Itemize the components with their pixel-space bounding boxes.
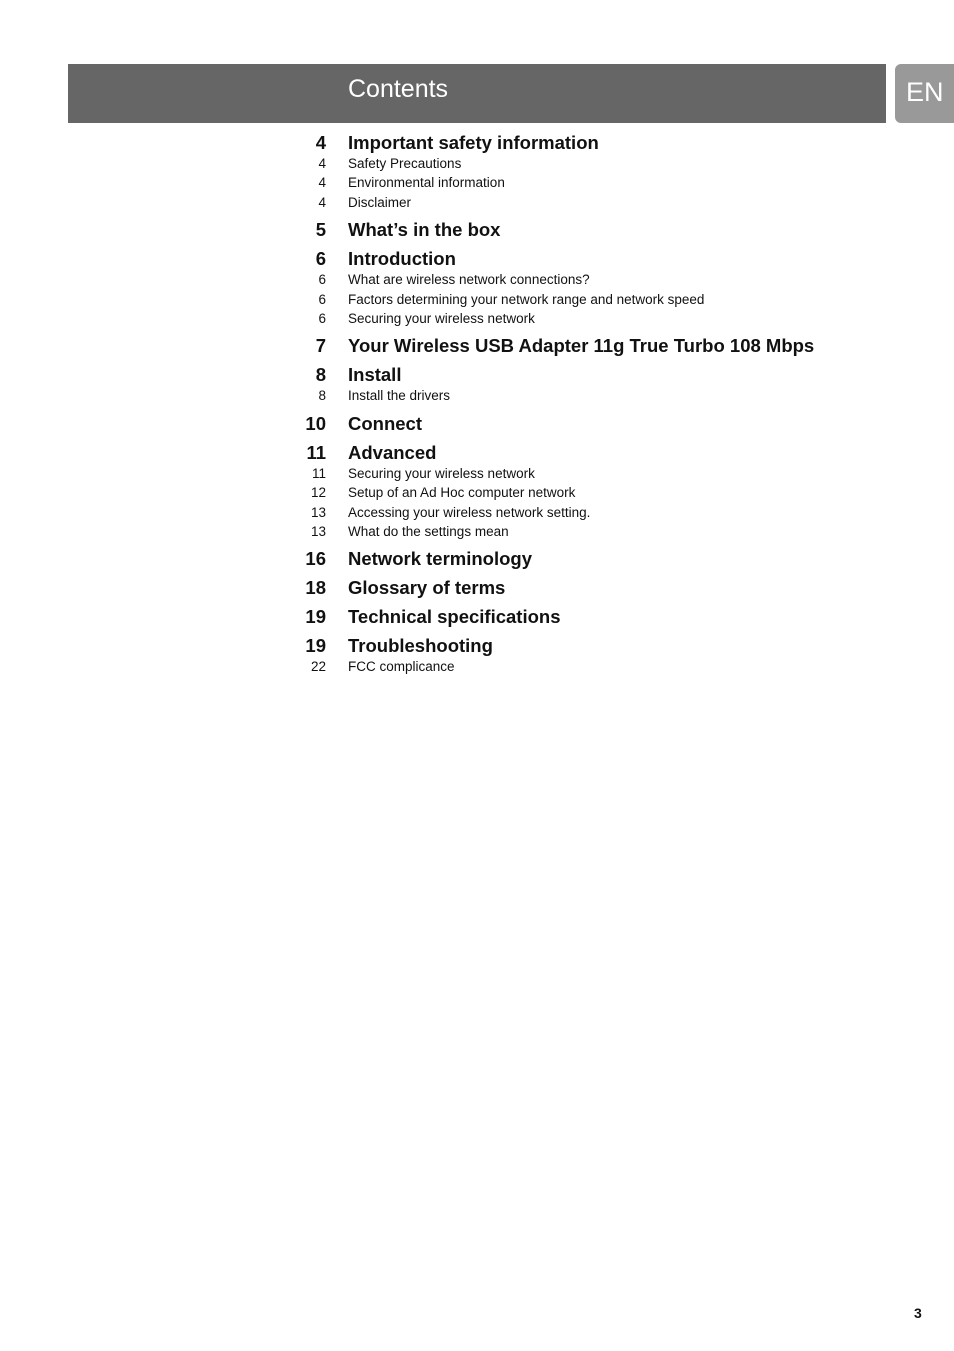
toc-subentry-page: 6 bbox=[318, 272, 326, 288]
toc-subentry-page: 8 bbox=[318, 388, 326, 404]
toc-subentry[interactable] bbox=[290, 174, 880, 193]
toc-entry-title: Advanced bbox=[348, 441, 437, 463]
toc-subentry[interactable] bbox=[290, 465, 880, 484]
toc-subentry-title: Setup of an Ad Hoc computer network bbox=[348, 485, 576, 501]
toc-section bbox=[290, 577, 880, 600]
toc-subentry[interactable] bbox=[290, 484, 880, 503]
language-label: EN bbox=[906, 77, 944, 107]
toc-subentry-title: Environmental information bbox=[348, 175, 505, 191]
toc-subentry-title: Securing your wireless network bbox=[348, 465, 535, 481]
toc-subentry[interactable] bbox=[290, 271, 880, 290]
toc-subentry-title: Factors determining your network range and network speed bbox=[348, 291, 705, 307]
toc-subentry-title: Install the drivers bbox=[348, 388, 451, 404]
toc-entry-title: Troubleshooting bbox=[348, 635, 493, 657]
toc-entry-page: 6 bbox=[315, 248, 326, 270]
toc-subentry-title: FCC complicance bbox=[348, 659, 455, 675]
toc-entry-title: Network terminology bbox=[348, 548, 532, 570]
toc-entry-page: 10 bbox=[305, 412, 326, 434]
toc-section bbox=[290, 635, 880, 677]
toc-section bbox=[290, 248, 880, 329]
toc-subentry-page: 4 bbox=[318, 156, 326, 171]
toc-entry[interactable] bbox=[290, 364, 880, 387]
toc-entry-title: Install bbox=[348, 364, 402, 386]
toc-entry[interactable] bbox=[290, 606, 880, 629]
toc-subentry-title: What do the settings mean bbox=[348, 523, 509, 539]
toc-entry-page: 4 bbox=[315, 132, 326, 153]
toc-entry-title: Introduction bbox=[348, 248, 456, 270]
toc-subentry-page: 22 bbox=[310, 659, 326, 675]
toc-section bbox=[290, 335, 880, 358]
toc-entry-page: 7 bbox=[315, 335, 326, 357]
toc-subentry[interactable] bbox=[290, 155, 880, 174]
toc-subentry-title: Safety Precautions bbox=[348, 156, 462, 171]
toc-subentry-page: 4 bbox=[318, 194, 326, 210]
toc-subentry[interactable] bbox=[290, 387, 880, 406]
language-tab bbox=[895, 64, 954, 123]
toc-entry-page: 11 bbox=[306, 441, 326, 463]
toc-entry[interactable] bbox=[290, 335, 880, 358]
toc-entry[interactable] bbox=[290, 248, 880, 271]
toc-subentry[interactable] bbox=[290, 194, 880, 213]
toc-section bbox=[290, 413, 880, 436]
toc-entry[interactable] bbox=[290, 132, 880, 155]
toc-subentry-page: 12 bbox=[310, 485, 326, 501]
toc-entry-page: 16 bbox=[305, 548, 326, 570]
toc-section bbox=[290, 442, 880, 543]
toc-subentry[interactable] bbox=[290, 291, 880, 310]
toc-subentry-page: 13 bbox=[310, 523, 326, 539]
toc-entry-title: What’s in the box bbox=[348, 219, 501, 241]
toc-subentry-title: Accessing your wireless network setting. bbox=[348, 504, 591, 520]
toc-subentry[interactable] bbox=[290, 310, 880, 329]
toc-entry-page: 5 bbox=[315, 219, 326, 241]
toc-section bbox=[290, 606, 880, 629]
toc-entry[interactable] bbox=[290, 577, 880, 600]
toc-entry[interactable] bbox=[290, 413, 880, 436]
toc-entry[interactable] bbox=[290, 219, 880, 242]
toc-subentry[interactable] bbox=[290, 504, 880, 523]
page-number: 3 bbox=[914, 1305, 922, 1321]
toc-subentry-page: 11 bbox=[311, 465, 326, 481]
toc-section bbox=[290, 548, 880, 571]
page-title: Contents bbox=[348, 75, 449, 103]
table-of-contents bbox=[290, 132, 880, 684]
toc-entry[interactable] bbox=[290, 442, 880, 465]
toc-subentry-page: 13 bbox=[310, 504, 326, 520]
toc-entry[interactable] bbox=[290, 635, 880, 658]
toc-section bbox=[290, 132, 880, 213]
toc-subentry[interactable] bbox=[290, 658, 880, 677]
toc-section bbox=[290, 364, 880, 406]
toc-subentry-page: 6 bbox=[318, 291, 326, 307]
toc-entry[interactable] bbox=[290, 548, 880, 571]
toc-entry-title: Glossary of terms bbox=[348, 577, 506, 599]
toc-section bbox=[290, 219, 880, 242]
toc-subentry-title: Securing your wireless network bbox=[348, 310, 535, 326]
toc-entry-page: 19 bbox=[305, 606, 326, 628]
toc-subentry-page: 6 bbox=[318, 310, 326, 326]
toc-subentry-page: 4 bbox=[318, 175, 326, 191]
toc-entry-title: Connect bbox=[348, 412, 422, 434]
contents-header-bar bbox=[68, 64, 886, 123]
toc-entry-title: Important safety information bbox=[348, 132, 599, 153]
toc-entry-title: Technical specifications bbox=[348, 606, 561, 628]
toc-entry-page: 8 bbox=[315, 364, 326, 386]
toc-entry-page: 19 bbox=[305, 635, 326, 657]
toc-subentry[interactable] bbox=[290, 523, 880, 542]
toc-entry-title: Your Wireless USB Adapter 11g True Turbo 108 Mbps bbox=[348, 335, 815, 357]
toc-entry-page: 18 bbox=[305, 577, 326, 599]
toc-subentry-title: What are wireless network connections? bbox=[348, 272, 590, 288]
toc-subentry-title: Disclaimer bbox=[348, 194, 412, 210]
